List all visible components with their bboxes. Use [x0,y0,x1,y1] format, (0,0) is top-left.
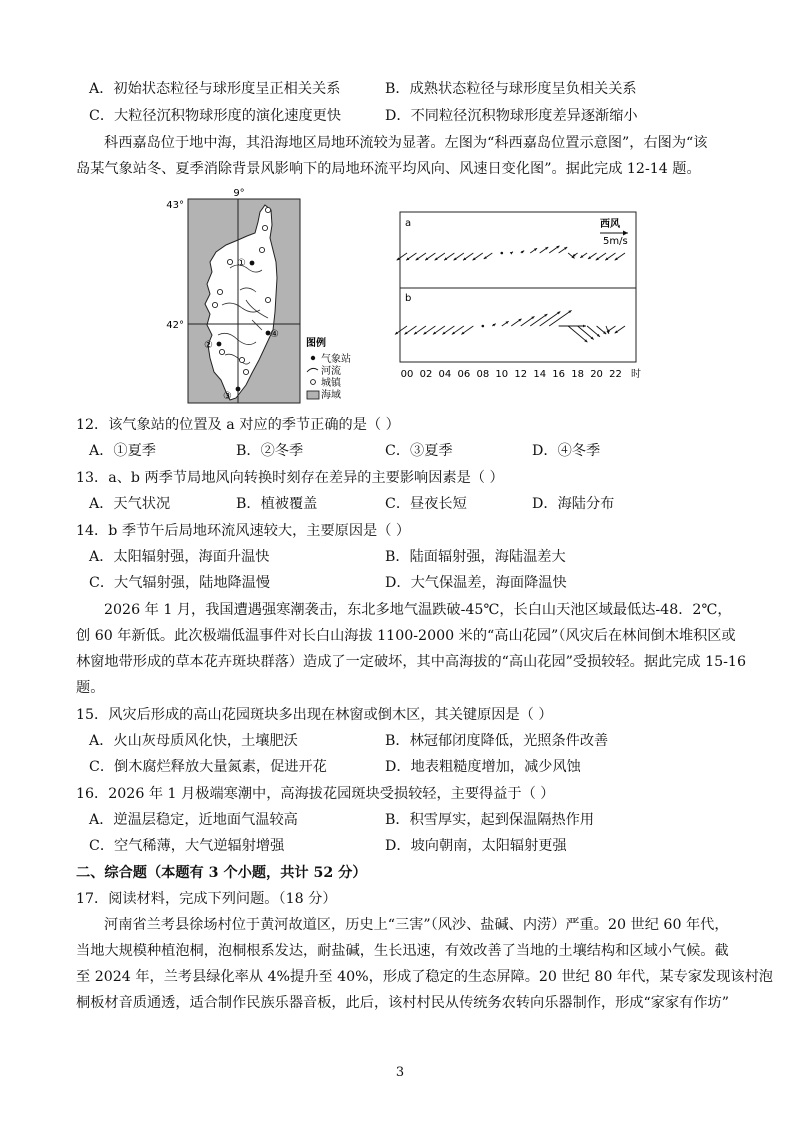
q17-line4: 桐板材音质通透，适合制作民族乐器音板，此后，该村村民从传统务农转向乐器制作，形成“家家有作坊” [76,995,729,1011]
hour-tick-00: 00 [400,369,414,380]
q17-line1: 河南省兰考县徐场村位于黄河故道区，历史上“三害”（风沙、盐碱、内涝）严重。20 世纪 60 年代， [104,917,729,933]
q16-option-a: A．逆温层稳定，近地面气温较高 [89,812,298,828]
q14-option-d: D．大气保温差，海面降温快 [385,575,567,591]
page-number: 3 [395,1065,405,1080]
hour-tick-02: 02 [419,369,433,380]
legend-river: 河流 [321,366,341,377]
map-legend [306,336,351,401]
q14-option-c: C．大气辐射强，陆地降温慢 [89,575,271,591]
q17-stem: 17．阅读材料，完成下列问题。（18 分） [76,891,337,907]
q17-line2: 当地大规模种植泡桐，泡桐根系发达，耐盐碱，生长迅速，有效改善了当地的土壤结构和区域小气候。截 [76,943,729,959]
hour-tick-22: 22 [609,369,622,380]
prev-option-c: C．大粒径沉积物球形度的演化速度更快 [89,108,342,124]
q12-option-c: C．③夏季 [385,443,453,459]
hour-tick-20: 20 [590,369,603,380]
q15-option-a: A．火山灰母质风化快，土壤肥沃 [89,733,298,749]
wind-vector-b-8 [482,325,485,328]
q17-line3: 至 2024 年，兰考县绿化率从 4%提升至 40%，形成了稳定的生态屏障。20 世纪 80 年代，某专家发现该村泡 [76,969,773,985]
q15-option-c: C．倒木腐烂释放大量氮素，促进开花 [89,759,327,775]
section-2-heading: 二、综合题（本题有 3 个小题，共计 52 分） [76,865,367,881]
hour-unit: 时 [631,369,641,380]
wind-frame [400,212,636,362]
q14-stem: 14．b 季节午后局地环流风速较大，主要原因是（ ） [76,523,411,539]
station-2-label: ② [204,340,213,351]
q13-option-a: A．天气状况 [89,496,171,512]
q15-stem: 15．风灾后形成的高山花园斑块多出现在林窗或倒木区，其关键原因是（ ） [76,707,553,723]
legend-town-icon [311,380,316,385]
hour-axis [401,367,641,380]
hour-tick-04: 04 [438,369,452,380]
legend-title: 图例 [306,338,326,349]
legend-river-icon [307,368,318,372]
prev-option-d: D．不同粒径沉积物球形度差异逐渐缩小 [385,108,638,124]
q12-option-a: A．①夏季 [89,443,156,459]
intro2-line2: 创 60 年新低。此次极端低温事件对长白山海拔 1100-2000 米的“高山花园”（风灾后在林间倒木堆积区或 [76,628,736,644]
prev-option-b: B．成熟状态粒径与球形度呈负相关关系 [385,81,637,97]
legend-sea: 海域 [321,390,341,401]
q15-option-b: B．林冠郁闭度降低，光照条件改善 [385,733,609,749]
q12-option-b: B．②冬季 [236,443,304,459]
panel-a-label: a [405,218,412,229]
hour-tick-06: 06 [457,369,471,380]
station-3-label: ③ [223,391,232,402]
wind-chart [395,212,641,380]
q15-option-d: D．地表粗糙度增加，减少风蚀 [385,759,581,775]
hour-tick-14: 14 [533,369,547,380]
hour-tick-12: 12 [514,369,528,380]
intro2-line4: 题。 [76,680,105,696]
panel-b-label: b [405,293,412,304]
hour-tick-10: 10 [495,369,509,380]
q13-option-d: D．海陆分布 [532,496,615,512]
intro2-line3: 林窗地带形成的草本花卉斑块群落）造成了一定破坏，其中高海拔的“高山花园”受损较轻。据此完成 15-16 [76,654,746,670]
wind-vector-a-10 [500,252,503,255]
intro2-line1: 2026 年 1 月，我国遭遇强寒潮袭击，东北多地气温跌破-45℃，长白山天池区域最低达-48．2℃， [104,602,732,618]
q13-option-c: C．昼夜长短 [385,496,467,512]
intro1-line1: 科西嘉岛位于地中海，其沿海地区局地环流较为显著。左图为“科西嘉岛位置示意图”，右图为“该 [104,135,708,151]
west-wind-label: 西风 [600,219,620,230]
hour-tick-08: 08 [476,369,490,380]
lon-label: 9° [233,188,245,199]
station-1-label: ① [237,258,246,269]
corsica-map [166,188,300,403]
intro1-line2: 岛某气象站冬、夏季消除背景风影响下的局地环流平均风向、风速日变化图”。据此完成 12-14 题。 [76,161,701,177]
q14-option-b: B．陆面辐射强，海陆温差大 [385,549,566,565]
q16-option-b: B．积雪厚实，起到保温隔热作用 [385,812,595,828]
q16-stem: 16．2026 年 1 月极端寒潮中，高海拔花园斑块受损较轻，主要得益于（ ） [76,786,555,802]
legend-town: 城镇 [321,378,341,389]
station-4-label: ④ [270,329,279,340]
scale-label: 5m/s [603,236,628,247]
lat-bottom-label: 42° [166,320,184,331]
q13-stem: 13．a、b 两季节局地风向转换时刻存在差异的主要影响因素是（ ） [76,470,504,486]
prev-option-a: A．初始状态粒径与球形度呈正相关关系 [89,81,341,97]
legend-station: 气象站 [321,354,351,365]
q12-option-d: D．④冬季 [532,443,601,459]
q16-option-d: D．坡向朝南，太阳辐射更强 [385,838,567,854]
legend-station-icon [311,356,315,360]
lat-top-label: 43° [166,200,184,211]
hour-tick-18: 18 [571,369,584,380]
q13-option-b: B．植被覆盖 [236,496,318,512]
legend-sea-icon [307,391,319,399]
q12-stem: 12．该气象站的位置及 a 对应的季节正确的是（ ） [76,417,400,433]
hour-tick-16: 16 [552,369,566,380]
figures [0,0,800,420]
q16-option-c: C．空气稀薄，大气逆辐射增强 [89,838,285,854]
q14-option-a: A．太阳辐射强，海面升温快 [89,549,270,565]
